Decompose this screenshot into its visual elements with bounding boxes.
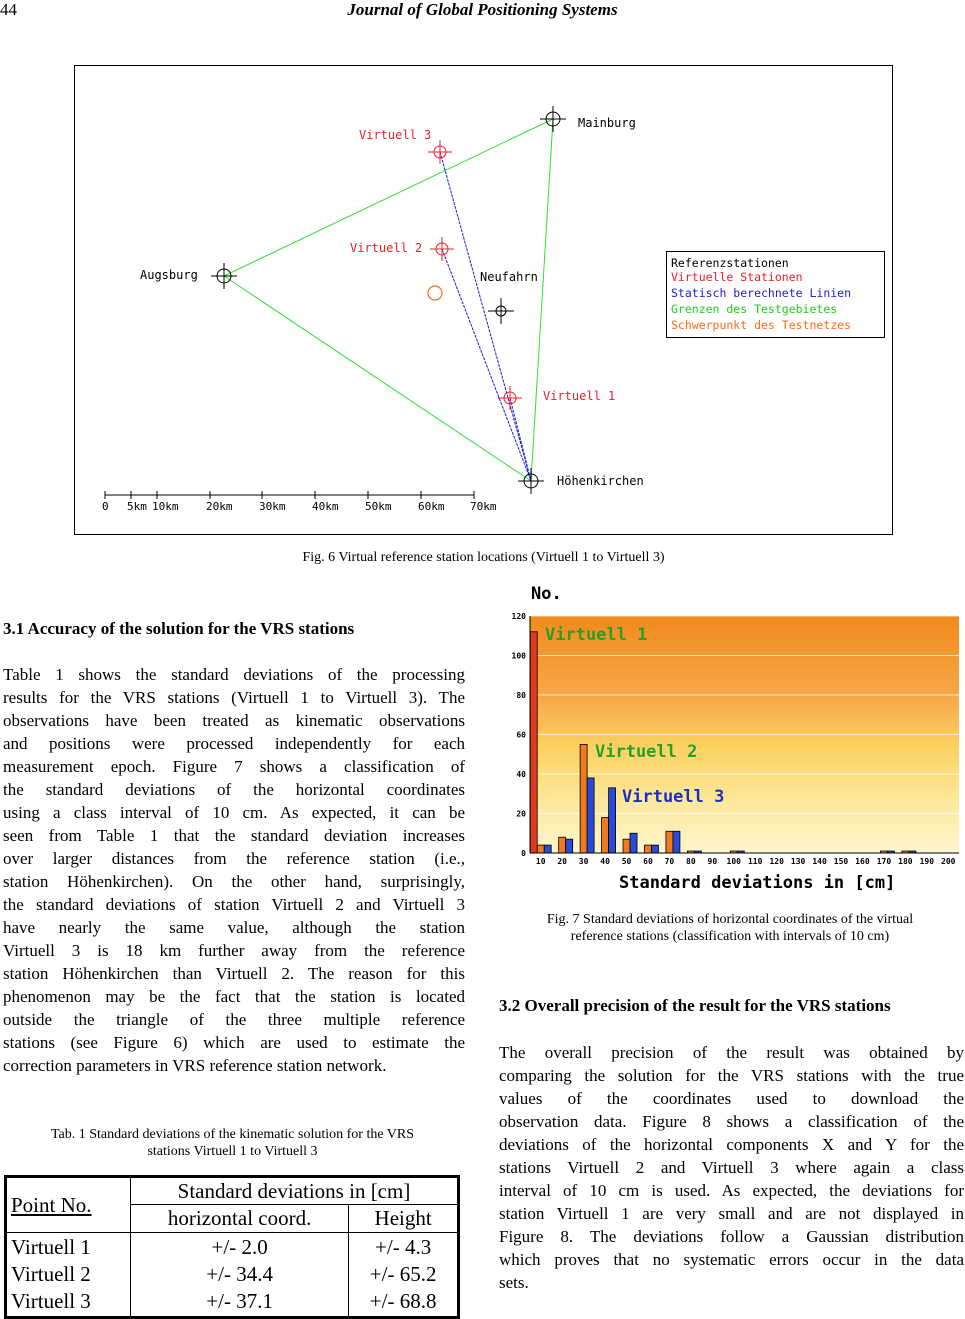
paragraph-line: stations Virtuell 2 and Virtuell 3 where again a class: [499, 1158, 964, 1177]
scale-label: 60km: [418, 500, 445, 513]
series-label-virtuell3: Virtuell 3: [622, 787, 725, 807]
label-virtuell2: Virtuell 2: [350, 241, 423, 255]
bar-virtuell-2: [559, 837, 566, 853]
y-tick-label: 80: [516, 691, 526, 700]
y-tick-label: 40: [516, 770, 526, 779]
series-label-virtuell1: Virtuell 1: [545, 625, 648, 645]
page-number: 44: [0, 0, 17, 19]
paragraph-line: station Höhenkirchen than Virtuell 2. The reason for this: [3, 964, 465, 983]
y-tick-label: 60: [516, 730, 526, 740]
x-tick-labels: [536, 857, 956, 866]
y-tick-label: 120: [511, 612, 526, 621]
height-value: +/- 4.3: [375, 1235, 432, 1259]
height-cell: [349, 1233, 459, 1318]
paragraph-line: have nearly the same value, although the station: [3, 918, 465, 937]
x-tick-label: 100: [726, 857, 742, 866]
figure-7-caption: [497, 911, 963, 945]
paragraph-line: phenomenon may be the fact that the station is located: [3, 987, 465, 1006]
table-1-caption: [0, 1126, 465, 1160]
bar-virtuell-1: [530, 632, 537, 853]
paragraph-line: station Höhenkirchen). On the other hand, surprisingly,: [3, 872, 465, 891]
bar-virtuell-2: [666, 831, 673, 853]
bar-virtuell-2: [602, 817, 609, 853]
x-tick-label: 50: [621, 857, 632, 866]
bar-virtuell-2: [623, 839, 630, 853]
figure-7-chart: [497, 580, 963, 900]
y-tick-label: 100: [511, 651, 526, 661]
y-tick-label: 0: [521, 849, 526, 858]
legend-item: Referenzstationen: [671, 256, 789, 270]
paragraph-line: stations (see Figure 6) which are used to estimate the: [3, 1033, 465, 1052]
height-value: +/- 65.2: [369, 1262, 437, 1286]
paragraph-line: observation data. Figure 8 shows a classification of the: [499, 1112, 964, 1131]
paragraph-line: measurement epoch. Figure 7 shows a classification of: [3, 757, 465, 776]
bar-virtuell-2: [644, 845, 651, 853]
section-3-2-heading: 3.2 Overall precision of the result for the VRS stations: [499, 996, 891, 1015]
legend-item: Statisch berechnete Linien: [671, 286, 852, 300]
figure-6-caption: Fig. 6 Virtual reference station locations (Virtuell 1 to Virtuell 3): [302, 550, 665, 565]
label-augsburg: Augsburg: [140, 268, 198, 282]
scale-label: 70km: [470, 500, 497, 513]
x-tick-label: 80: [686, 857, 696, 866]
bar-virtuell-3: [673, 831, 680, 853]
paragraph-line: outside the triangle of the three multiple reference: [3, 1010, 465, 1029]
bar-virtuell-3: [587, 778, 594, 853]
paragraph-line: station Virtuell 1 are very small and are not displayed in: [499, 1204, 964, 1223]
bar-virtuell-3: [630, 833, 637, 853]
table-1: [4, 1175, 460, 1319]
label-virtuell1: Virtuell 1: [543, 389, 616, 403]
scale-label: 20km: [206, 500, 233, 513]
caption-line: Tab. 1 Standard deviations of the kinematic solution for the VRS: [50, 1127, 415, 1142]
horizontal-value: +/- 2.0: [211, 1235, 268, 1259]
scale-label: 40km: [312, 500, 339, 513]
paragraph-line: observations have been treated as kinematic observations: [3, 711, 465, 730]
section-3-1-heading: 3.1 Accuracy of the solution for the VRS stations: [3, 619, 355, 638]
caption-line: Fig. 7 Standard deviations of horizontal coordinates of the virtual: [546, 912, 914, 927]
legend-item: Virtuelle Stationen: [671, 270, 803, 284]
bar-virtuell-3: [651, 845, 658, 853]
x-tick-label: 120: [769, 857, 784, 866]
horizontal-value: +/- 34.4: [206, 1262, 273, 1286]
paragraph-line: Table 1 shows the standard deviations of the processing: [3, 665, 465, 684]
bar-virtuell-3: [544, 845, 551, 853]
horizontal-value: +/- 37.1: [206, 1289, 273, 1313]
x-tick-label: 190: [919, 857, 935, 866]
paragraph-line: sets.: [499, 1273, 529, 1292]
horizontal-cell: [131, 1233, 349, 1318]
y-axis-label: No.: [531, 584, 562, 604]
label-hoehenkirchen: Höhenkirchen: [557, 474, 644, 488]
x-tick-label: 110: [747, 857, 763, 866]
scale-label: 0: [102, 500, 109, 513]
paragraph-line: interval of 10 cm is used. As expected, the deviations for: [499, 1181, 964, 1200]
paragraph-line: the standard deviations of station Virtuell 2 and Virtuell 3: [3, 895, 465, 914]
scale-label: 30km: [259, 500, 286, 513]
x-tick-label: 170: [876, 857, 892, 866]
section-3-1-paragraph: [3, 663, 465, 1077]
x-tick-label: 90: [707, 857, 718, 866]
scale-label: 10km: [152, 500, 179, 513]
x-tick-label: 160: [855, 857, 870, 866]
paragraph-line: comparing the solution for the VRS stations with the true: [499, 1066, 964, 1085]
paragraph-line: results for the VRS stations (Virtuell 1 to Virtuell 3). The: [3, 688, 465, 707]
series-label-virtuell2: Virtuell 2: [595, 742, 698, 762]
x-tick-label: 10: [535, 857, 546, 866]
col-header-height: Height: [349, 1205, 459, 1233]
paragraph-line: correction parameters in VRS reference station network.: [3, 1056, 387, 1075]
paragraph-line: the standard deviations of the horizontal coordinates: [3, 780, 465, 799]
journal-title: Journal of Global Positioning Systems: [347, 0, 618, 19]
point-name: Virtuell 3: [11, 1289, 91, 1313]
x-tick-label: 130: [790, 857, 806, 866]
caption-line: reference stations (classification with intervals of 10 cm): [570, 929, 890, 944]
point-name: Virtuell 1: [11, 1235, 91, 1259]
legend-item: Grenzen des Testgebietes: [671, 302, 838, 316]
point-header-cell: [6, 1177, 131, 1233]
table-row: [6, 1233, 459, 1318]
paragraph-line: using a class interval of 10 cm. As expected, it can be: [3, 803, 465, 822]
x-tick-label: 60: [643, 857, 653, 866]
paragraph-line: Figure 8. The deviations follow a Gaussian distribution: [499, 1227, 964, 1246]
y-tick-labels: [512, 612, 527, 858]
label-mainburg: Mainburg: [578, 116, 636, 130]
paragraph-line: deviations of the horizontal components X and Y for the: [499, 1135, 964, 1154]
paragraph-line: which proves that no systematic errors occur in the data: [499, 1250, 964, 1269]
label-virtuell3: Virtuell 3: [359, 128, 432, 142]
point-name: Virtuell 2: [11, 1262, 91, 1286]
x-tick-label: 70: [664, 857, 675, 866]
bar-virtuell-2: [580, 744, 587, 853]
x-tick-label: 140: [812, 857, 827, 866]
x-axis-label: Standard deviations in [cm]: [619, 873, 896, 893]
map-legend: [667, 252, 885, 338]
paragraph-line: Virtuell 3 is 18 km further away from the reference: [3, 941, 465, 960]
x-tick-label: 180: [898, 857, 913, 866]
x-tick-label: 150: [833, 857, 849, 866]
point-header: Point No.: [11, 1192, 92, 1217]
x-tick-label: 40: [600, 857, 610, 866]
y-tick-label: 20: [516, 809, 526, 819]
section-3-2-paragraph: [499, 1041, 964, 1294]
group-header: Standard deviations in [cm]: [131, 1177, 459, 1205]
bar-virtuell-2: [537, 845, 544, 853]
x-tick-label: 200: [941, 857, 956, 866]
bar-virtuell-3: [609, 788, 616, 853]
point-cell: [6, 1233, 131, 1318]
x-tick-label: 30: [578, 857, 589, 866]
scale-label: 5km: [127, 500, 147, 513]
x-tick-label: 20: [557, 857, 567, 866]
legend-item: Schwerpunkt des Testnetzes: [671, 318, 852, 332]
label-neufahrn: Neufahrn: [480, 270, 538, 284]
paragraph-line: seen from Table 1 that the standard deviation increases: [3, 826, 465, 845]
height-value: +/- 68.8: [369, 1289, 437, 1313]
caption-line: stations Virtuell 1 to Virtuell 3: [147, 1144, 318, 1159]
paragraph-line: and positions were processed independently for each: [3, 734, 465, 753]
paragraph-line: values of the coordinates used to download the: [499, 1089, 964, 1108]
bar-virtuell-3: [566, 839, 573, 853]
paragraph-line: The overall precision of the result was obtained by: [499, 1043, 964, 1062]
col-header-horizontal: horizontal coord.: [131, 1205, 349, 1233]
paragraph-line: over larger distances from the reference station (i.e.,: [3, 849, 465, 868]
scale-label: 50km: [365, 500, 392, 513]
figure-6-map: [74, 65, 893, 535]
